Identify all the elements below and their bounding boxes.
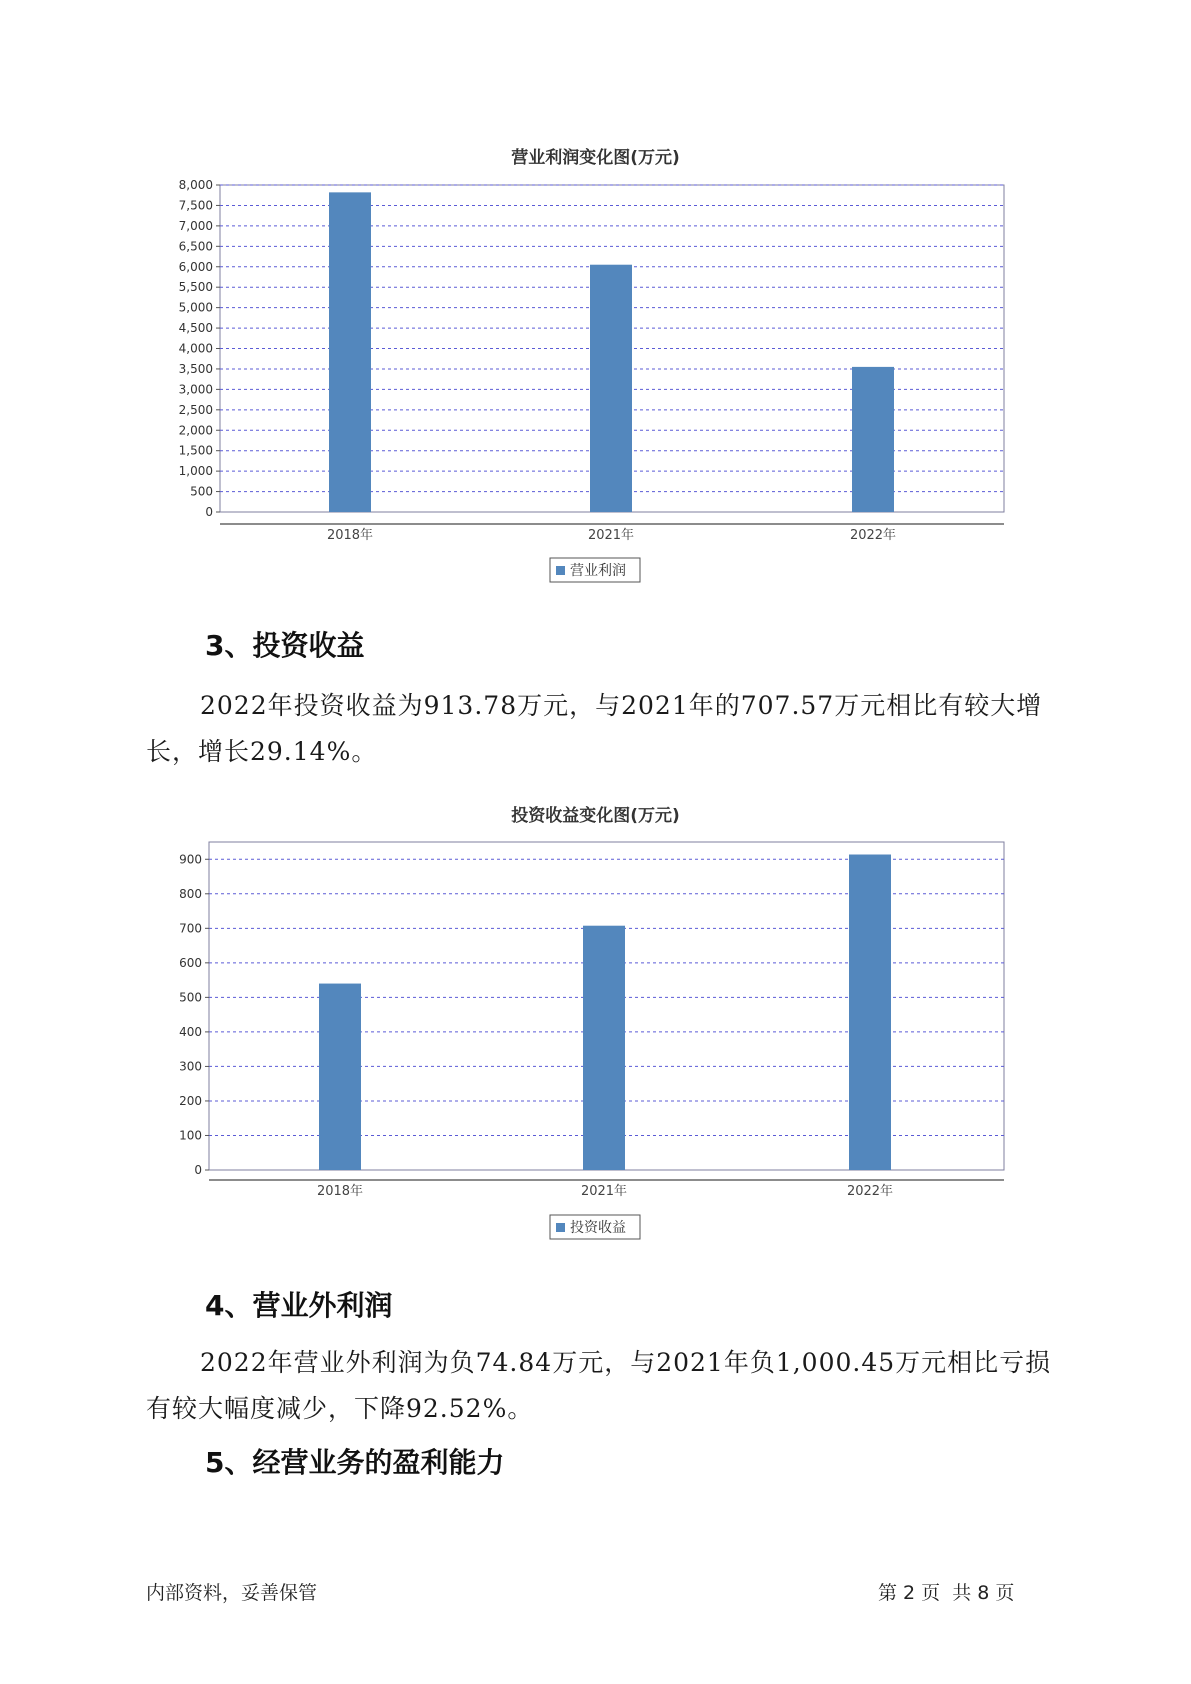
- y-tick-label: 0: [194, 1163, 202, 1177]
- x-category-label: 2022年: [846, 1184, 894, 1199]
- x-category-label: 2021年: [580, 1184, 628, 1199]
- footer-confidential-note: 内部资料，妥善保管: [146, 1582, 318, 1604]
- y-tick-label: 5,000: [178, 300, 213, 315]
- x-category-label: 2018年: [326, 528, 374, 543]
- y-tick-label: 4,000: [178, 341, 213, 356]
- y-tick-label: 2,500: [178, 402, 213, 417]
- legend-swatch: [556, 1223, 565, 1232]
- y-tick-label: 400: [179, 1024, 202, 1039]
- section-4-heading: 4、营业外利润: [205, 1289, 393, 1322]
- x-category-label: 2021年: [587, 528, 635, 543]
- y-tick-label: 1,500: [178, 443, 213, 458]
- section-5-heading: 5、经营业务的盈利能力: [205, 1446, 505, 1479]
- section-3-heading: 3、投资收益: [205, 629, 365, 662]
- y-tick-label: 100: [179, 1128, 202, 1143]
- y-tick-label: 0: [205, 505, 213, 519]
- chart-2-title: 投资收益变化图(万元): [511, 806, 680, 826]
- y-tick-label: 900: [179, 852, 202, 867]
- y-tick-label: 600: [179, 955, 202, 970]
- bar-2018年: [319, 984, 361, 1170]
- y-tick-label: 7,000: [178, 218, 213, 233]
- y-tick-label: 500: [179, 990, 202, 1005]
- footer-page-number: 第 2 页 共 8 页: [878, 1582, 1015, 1604]
- y-tick-label: 4,500: [178, 321, 213, 336]
- y-tick-label: 6,000: [178, 259, 213, 274]
- y-tick-label: 5,500: [178, 280, 213, 295]
- section-3-paragraph: 2022年投资收益为913.78万元，与2021年的707.57万元相比有较大增长，增长29.14%。: [146, 691, 1043, 766]
- chart-1-title: 营业利润变化图(万元): [511, 148, 680, 168]
- x-category-label: 2018年: [316, 1184, 364, 1199]
- y-tick-label: 700: [179, 921, 202, 936]
- y-tick-label: 7,500: [178, 198, 213, 213]
- y-tick-label: 200: [179, 1093, 202, 1108]
- bar-2022年: [849, 855, 891, 1170]
- x-category-label: 2022年: [849, 528, 897, 543]
- y-tick-label: 6,500: [178, 239, 213, 254]
- y-tick-label: 3,500: [178, 361, 213, 376]
- legend-label: 投资收益: [570, 1220, 626, 1236]
- y-tick-label: 800: [179, 886, 202, 901]
- section-4-paragraph: 2022年营业外利润为负74.84万元，与2021年负1,000.45万元相比亏损有较大幅度减少，下降92.52%。: [146, 1348, 1052, 1423]
- legend-label: 营业利润: [570, 563, 626, 579]
- y-tick-label: 1,000: [178, 464, 213, 479]
- y-tick-label: 2,000: [178, 423, 213, 438]
- bar-2021年: [583, 926, 625, 1170]
- y-tick-label: 500: [190, 484, 213, 499]
- y-tick-label: 300: [179, 1059, 202, 1074]
- y-tick-label: 8,000: [178, 178, 213, 192]
- y-tick-label: 3,000: [178, 382, 213, 397]
